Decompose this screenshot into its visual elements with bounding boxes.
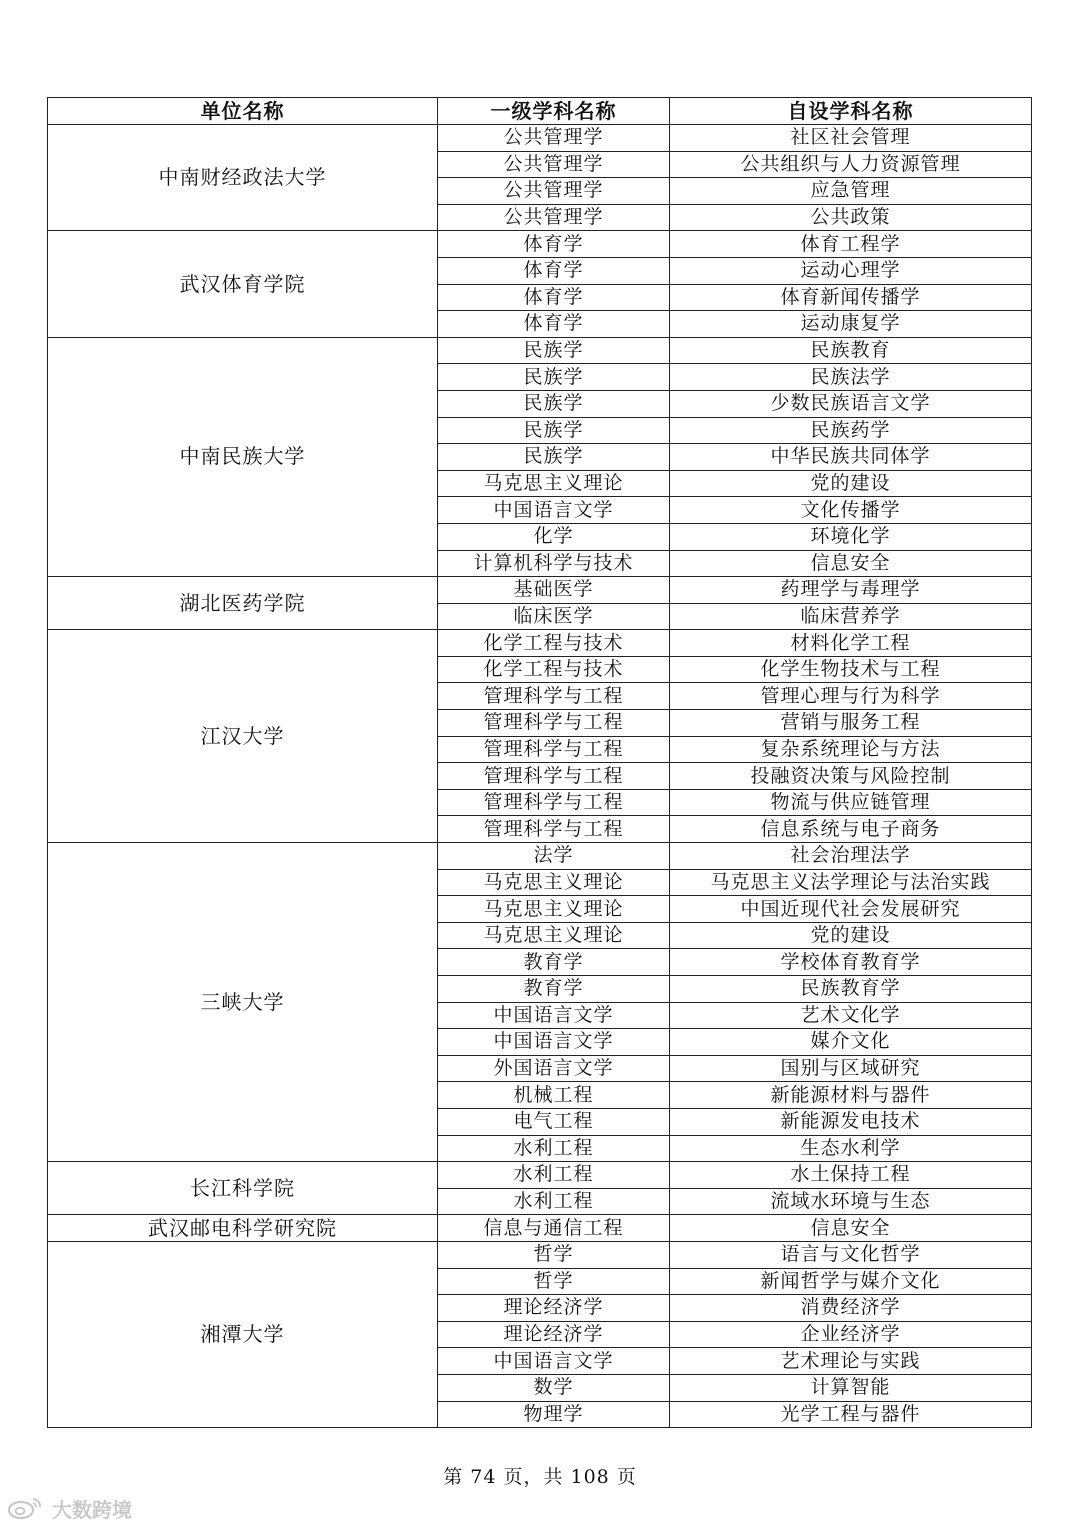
- table-row: [48, 337, 1032, 364]
- custom-discipline-cell: 民族法学: [670, 364, 1032, 391]
- custom-discipline-cell: 信息安全: [670, 550, 1032, 577]
- custom-discipline-cell: 社区社会管理: [670, 125, 1032, 152]
- custom-discipline-cell: 企业经济学: [670, 1321, 1032, 1348]
- watermark-text: 大数跨境: [52, 1497, 132, 1522]
- custom-discipline-cell: 投融资决策与风险控制: [670, 763, 1032, 790]
- weibo-logo-icon: [6, 1495, 46, 1521]
- custom-discipline-cell: 营销与服务工程: [670, 710, 1032, 737]
- custom-discipline-cell: 民族药学: [670, 417, 1032, 444]
- custom-discipline-cell: 公共政策: [670, 204, 1032, 231]
- primary-discipline-cell: 水利工程: [438, 1135, 670, 1162]
- primary-discipline-cell: 体育学: [438, 284, 670, 311]
- header-unit: 单位名称: [48, 98, 438, 125]
- discipline-table: [47, 97, 1032, 1428]
- custom-discipline-cell: 艺术文化学: [670, 1002, 1032, 1029]
- table-row: [48, 231, 1032, 258]
- unit-name-cell: 湖北医药学院: [48, 577, 438, 630]
- custom-discipline-cell: 艺术理论与实践: [670, 1348, 1032, 1375]
- primary-discipline-cell: 民族学: [438, 444, 670, 471]
- unit-name-cell: 中南民族大学: [48, 337, 438, 576]
- unit-name-cell: 中南财经政法大学: [48, 125, 438, 231]
- primary-discipline-cell: 马克思主义理论: [438, 869, 670, 896]
- custom-discipline-cell: 体育工程学: [670, 231, 1032, 258]
- custom-discipline-cell: 物流与供应链管理: [670, 789, 1032, 816]
- primary-discipline-cell: 物理学: [438, 1401, 670, 1428]
- primary-discipline-cell: 管理科学与工程: [438, 683, 670, 710]
- custom-discipline-cell: 环境化学: [670, 523, 1032, 550]
- table-body: [48, 125, 1032, 1428]
- unit-name-cell: 江汉大学: [48, 630, 438, 843]
- primary-discipline-cell: 管理科学与工程: [438, 710, 670, 737]
- primary-discipline-cell: 公共管理学: [438, 204, 670, 231]
- header-primary-discipline: 一级学科名称: [438, 98, 670, 125]
- custom-discipline-cell: 语言与文化哲学: [670, 1241, 1032, 1268]
- primary-discipline-cell: 公共管理学: [438, 151, 670, 178]
- watermark: [6, 1494, 132, 1522]
- custom-discipline-cell: 中国近现代社会发展研究: [670, 896, 1032, 923]
- page-number: 第 74 页，共 108 页: [443, 1466, 637, 1488]
- custom-discipline-cell: 消费经济学: [670, 1295, 1032, 1322]
- custom-discipline-cell: 材料化学工程: [670, 630, 1032, 657]
- primary-discipline-cell: 临床医学: [438, 603, 670, 630]
- custom-discipline-cell: 生态水利学: [670, 1135, 1032, 1162]
- custom-discipline-cell: 马克思主义法学理论与法治实践: [670, 869, 1032, 896]
- table-row: [48, 1241, 1032, 1268]
- custom-discipline-cell: 媒介文化: [670, 1029, 1032, 1056]
- primary-discipline-cell: 民族学: [438, 364, 670, 391]
- primary-discipline-cell: 教育学: [438, 976, 670, 1003]
- primary-discipline-cell: 数学: [438, 1374, 670, 1401]
- primary-discipline-cell: 民族学: [438, 390, 670, 417]
- custom-discipline-cell: 国别与区域研究: [670, 1055, 1032, 1082]
- custom-discipline-cell: 公共组织与人力资源管理: [670, 151, 1032, 178]
- primary-discipline-cell: 哲学: [438, 1268, 670, 1295]
- custom-discipline-cell: 复杂系统理论与方法: [670, 736, 1032, 763]
- primary-discipline-cell: 中国语言文学: [438, 1029, 670, 1056]
- primary-discipline-cell: 哲学: [438, 1241, 670, 1268]
- unit-name-cell: 武汉体育学院: [48, 231, 438, 337]
- custom-discipline-cell: 体育新闻传播学: [670, 284, 1032, 311]
- primary-discipline-cell: 民族学: [438, 417, 670, 444]
- primary-discipline-cell: 中国语言文学: [438, 1348, 670, 1375]
- custom-discipline-cell: 水土保持工程: [670, 1162, 1032, 1189]
- primary-discipline-cell: 体育学: [438, 257, 670, 284]
- custom-discipline-cell: 应急管理: [670, 178, 1032, 205]
- primary-discipline-cell: 管理科学与工程: [438, 736, 670, 763]
- custom-discipline-cell: 信息安全: [670, 1215, 1032, 1242]
- primary-discipline-cell: 理论经济学: [438, 1321, 670, 1348]
- primary-discipline-cell: 基础医学: [438, 577, 670, 604]
- table-row: [48, 577, 1032, 604]
- custom-discipline-cell: 新闻哲学与媒介文化: [670, 1268, 1032, 1295]
- primary-discipline-cell: 理论经济学: [438, 1295, 670, 1322]
- primary-discipline-cell: 水利工程: [438, 1162, 670, 1189]
- custom-discipline-cell: 党的建设: [670, 922, 1032, 949]
- primary-discipline-cell: 管理科学与工程: [438, 816, 670, 843]
- unit-name-cell: 长江科学院: [48, 1162, 438, 1215]
- primary-discipline-cell: 法学: [438, 843, 670, 870]
- table-header-row: [48, 98, 1032, 125]
- unit-name-cell: 湘潭大学: [48, 1241, 438, 1427]
- custom-discipline-cell: 流域水环境与生态: [670, 1188, 1032, 1215]
- primary-discipline-cell: 公共管理学: [438, 178, 670, 205]
- primary-discipline-cell: 化学工程与技术: [438, 630, 670, 657]
- primary-discipline-cell: 计算机科学与技术: [438, 550, 670, 577]
- custom-discipline-cell: 新能源材料与器件: [670, 1082, 1032, 1109]
- custom-discipline-cell: 社会治理法学: [670, 843, 1032, 870]
- custom-discipline-cell: 党的建设: [670, 470, 1032, 497]
- primary-discipline-cell: 体育学: [438, 231, 670, 258]
- custom-discipline-cell: 临床营养学: [670, 603, 1032, 630]
- primary-discipline-cell: 中国语言文学: [438, 497, 670, 524]
- custom-discipline-cell: 民族教育学: [670, 976, 1032, 1003]
- primary-discipline-cell: 马克思主义理论: [438, 896, 670, 923]
- custom-discipline-cell: 运动康复学: [670, 311, 1032, 338]
- primary-discipline-cell: 水利工程: [438, 1188, 670, 1215]
- custom-discipline-cell: 学校体育教育学: [670, 949, 1032, 976]
- table-row: [48, 1215, 1032, 1242]
- table-row: [48, 125, 1032, 152]
- primary-discipline-cell: 体育学: [438, 311, 670, 338]
- custom-discipline-cell: 少数民族语言文学: [670, 390, 1032, 417]
- custom-discipline-cell: 文化传播学: [670, 497, 1032, 524]
- custom-discipline-cell: 管理心理与行为科学: [670, 683, 1032, 710]
- primary-discipline-cell: 马克思主义理论: [438, 470, 670, 497]
- primary-discipline-cell: 管理科学与工程: [438, 763, 670, 790]
- primary-discipline-cell: 管理科学与工程: [438, 789, 670, 816]
- primary-discipline-cell: 外国语言文学: [438, 1055, 670, 1082]
- primary-discipline-cell: 化学工程与技术: [438, 656, 670, 683]
- primary-discipline-cell: 公共管理学: [438, 125, 670, 152]
- custom-discipline-cell: 民族教育: [670, 337, 1032, 364]
- primary-discipline-cell: 化学: [438, 523, 670, 550]
- primary-discipline-cell: 信息与通信工程: [438, 1215, 670, 1242]
- custom-discipline-cell: 新能源发电技术: [670, 1108, 1032, 1135]
- primary-discipline-cell: 马克思主义理论: [438, 922, 670, 949]
- custom-discipline-cell: 药理学与毒理学: [670, 577, 1032, 604]
- custom-discipline-cell: 信息系统与电子商务: [670, 816, 1032, 843]
- custom-discipline-cell: 光学工程与器件: [670, 1401, 1032, 1428]
- unit-name-cell: 三峡大学: [48, 843, 438, 1162]
- unit-name-cell: 武汉邮电科学研究院: [48, 1215, 438, 1242]
- table-row: [48, 1162, 1032, 1189]
- table-row: [48, 843, 1032, 870]
- primary-discipline-cell: 中国语言文学: [438, 1002, 670, 1029]
- custom-discipline-cell: 化学生物技术与工程: [670, 656, 1032, 683]
- primary-discipline-cell: 机械工程: [438, 1082, 670, 1109]
- primary-discipline-cell: 民族学: [438, 337, 670, 364]
- custom-discipline-cell: 运动心理学: [670, 257, 1032, 284]
- header-custom-discipline: 自设学科名称: [670, 98, 1032, 125]
- primary-discipline-cell: 教育学: [438, 949, 670, 976]
- primary-discipline-cell: 电气工程: [438, 1108, 670, 1135]
- custom-discipline-cell: 中华民族共同体学: [670, 444, 1032, 471]
- table-row: [48, 630, 1032, 657]
- custom-discipline-cell: 计算智能: [670, 1374, 1032, 1401]
